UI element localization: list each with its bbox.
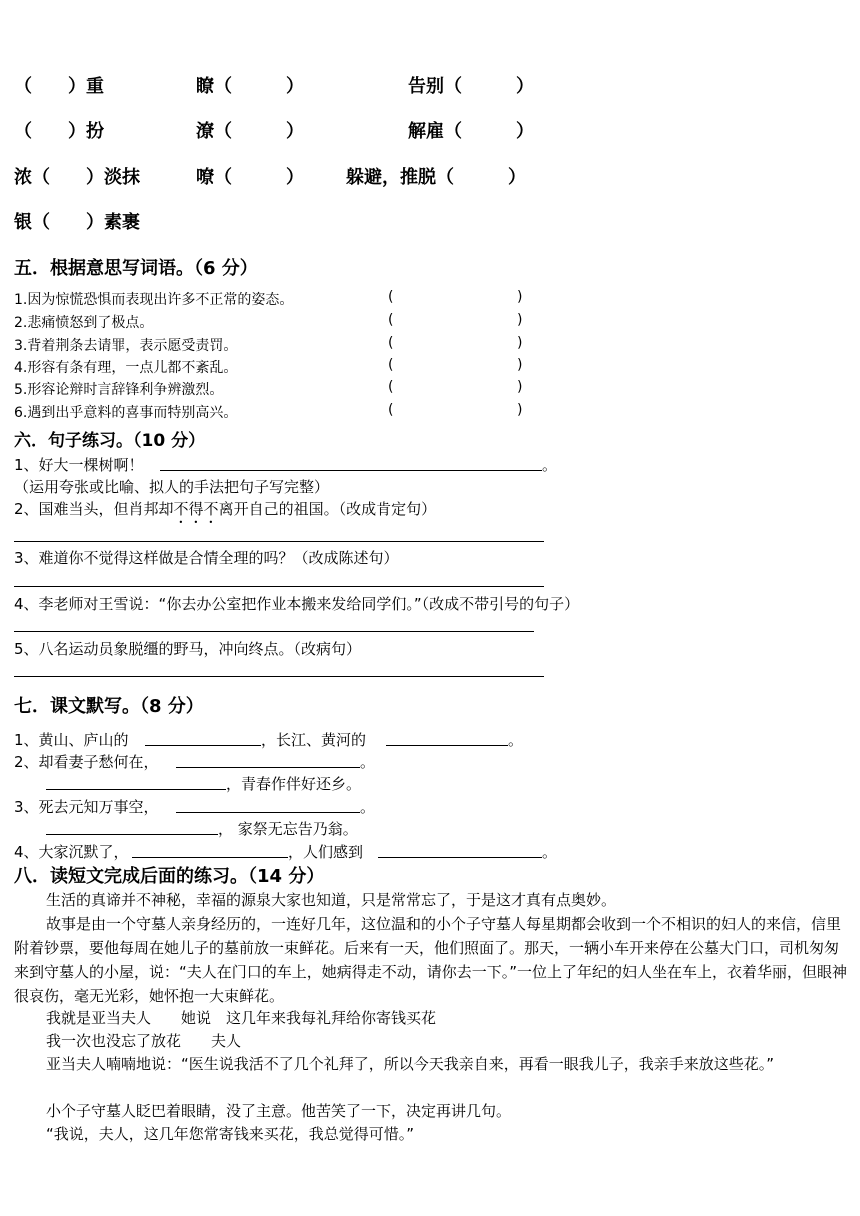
word-item: 解雇（ ） <box>408 121 534 142</box>
question-text-part: 离开自己的祖国。（改成肯定句） <box>218 500 437 518</box>
recite-text: ，青春作伴好还乡。 <box>226 775 362 793</box>
word-item: 躲避，推脱（ ） <box>346 167 526 188</box>
answer-line[interactable] <box>176 812 360 813</box>
answer-paren-open: ( <box>388 402 394 418</box>
answer-paren-close: ) <box>517 335 523 351</box>
answer-paren-open: ( <box>388 357 394 373</box>
answer-paren-open: ( <box>388 289 394 305</box>
answer-paren-close: ) <box>517 289 523 305</box>
answer-line[interactable] <box>46 834 218 835</box>
passage-paragraph: 小个子守墓人眨巴着眼睛，没了主意。他苦笑了一下，决定再讲几句。 <box>46 1102 512 1120</box>
definition-item: 4.形容有条有理，一点儿都不紊乱。 <box>14 360 238 376</box>
answer-paren-close: ) <box>517 312 523 328</box>
answer-line[interactable] <box>46 789 226 790</box>
recite-text: 。 <box>508 731 524 749</box>
word-item: 嘹（ ） <box>196 167 304 188</box>
answer-paren-close: ) <box>517 402 523 418</box>
emphasized-word: 不得不 <box>173 500 219 518</box>
answer-line[interactable] <box>132 857 288 858</box>
question-text: 。 <box>542 456 558 474</box>
answer-line[interactable] <box>386 745 508 746</box>
word-item: 银（ ）素裹 <box>14 212 140 233</box>
word-item: 告别（ ） <box>408 76 534 97</box>
section-title: 六．句子练习。（10 分） <box>14 431 206 451</box>
word-item: 潦（ ） <box>196 121 304 142</box>
passage-paragraph: 故事是由一个守墓人亲身经历的，一连好几年，这位温和的小个子守墓人每星期都会收到一个不相识的妇人的来信，信里附着钞票，要他每周在她儿子的墓前放一束鲜花。后来有一天，他们照面了。那天，一辆小车开来停在公墓大门口，司机匆匆来到守墓人的小屋，说：“夫人在门口的车上，她病得走不动，请你去一下。”一位上了年纪的妇人坐在车上，衣着华丽，但眼神很哀伤，毫无光彩，她怀抱一大束鲜花。 <box>14 915 848 1005</box>
question-text: 4、李老师对王雪说：“你去办公室把作业本搬来发给同学们。”（改成不带引号的句子） <box>14 595 580 613</box>
definition-item: 1.因为惊慌恐惧而表现出许多不正常的姿态。 <box>14 292 294 308</box>
recite-text: 。 <box>360 798 376 816</box>
answer-line[interactable] <box>176 767 360 768</box>
question-text: 1、好大一棵树啊！ <box>14 456 144 474</box>
question-text: 5、八名运动员象脱缰的野马，冲向终点。（改病句） <box>14 640 362 658</box>
question-text: 3、难道你不觉得这样做是合情全理的吗？（改成陈述句） <box>14 549 399 567</box>
recite-text: 1、黄山、庐山的 <box>14 731 129 749</box>
recite-text: 。 <box>360 753 376 771</box>
question-note: （运用夸张或比喻、拟人的手法把句子写完整） <box>14 478 330 496</box>
answer-line[interactable] <box>14 631 534 632</box>
recite-text: ， 家祭无忘告乃翁。 <box>218 820 358 838</box>
answer-paren-open: ( <box>388 335 394 351</box>
word-item: （ ）扮 <box>14 121 104 142</box>
passage-paragraph: “我说，夫人，这几年您常寄钱来买花，我总觉得可惜。” <box>46 1125 415 1143</box>
question-text-part: 2、国难当头，但肖邦却 <box>14 500 174 518</box>
answer-paren-close: ) <box>517 379 523 395</box>
word-item: 瞭（ ） <box>196 76 304 97</box>
answer-line[interactable] <box>145 745 261 746</box>
section-title: 七．课文默写。（8 分） <box>14 696 204 717</box>
answer-line[interactable] <box>14 586 544 587</box>
passage-paragraph: 亚当夫人喃喃地说：“医生说我活不了几个礼拜了，所以今天我亲自来，再看一眼我儿子，我亲手来放这些花。” <box>46 1055 775 1073</box>
answer-line[interactable] <box>14 676 544 677</box>
answer-line[interactable] <box>378 857 542 858</box>
definition-item: 2.悲痛愤怒到了极点。 <box>14 315 154 331</box>
definition-item: 5.形容论辩时言辞锋利争辨激烈。 <box>14 382 224 398</box>
passage-paragraph: 我就是亚当夫人 她说 这几年来我每礼拜给你寄钱买花 <box>46 1009 437 1027</box>
section-title: 八．读短文完成后面的练习。（14 分） <box>14 866 325 887</box>
definition-item: 3.背着荆条去请罪，表示愿受责罚。 <box>14 338 238 354</box>
answer-line[interactable] <box>14 541 544 542</box>
recite-text: 4、大家沉默了， <box>14 843 129 861</box>
recite-text: ，人们感到 <box>288 843 364 861</box>
recite-text: ，长江、黄河的 <box>261 731 367 749</box>
word-item: 浓（ ）淡抹 <box>14 167 140 188</box>
word-item: （ ）重 <box>14 76 104 97</box>
passage-paragraph: 生活的真谛并不神秘，幸福的源泉大家也知道，只是常常忘了，于是这才真有点奥妙。 <box>46 891 617 909</box>
definition-item: 6.遇到出乎意料的喜事而特别高兴。 <box>14 405 238 421</box>
answer-paren-open: ( <box>388 379 394 395</box>
passage-paragraph: 我一次也没忘了放花 夫人 <box>46 1032 242 1050</box>
recite-text: 。 <box>542 843 558 861</box>
question-text <box>14 498 436 527</box>
answer-paren-open: ( <box>388 312 394 328</box>
answer-line[interactable] <box>160 470 542 471</box>
section-title: 五．根据意思写词语。（6 分） <box>14 258 258 279</box>
answer-paren-close: ) <box>517 357 523 373</box>
recite-text: 3、死去元知万事空， <box>14 798 159 816</box>
recite-text: 2、却看妻子愁何在， <box>14 753 159 771</box>
